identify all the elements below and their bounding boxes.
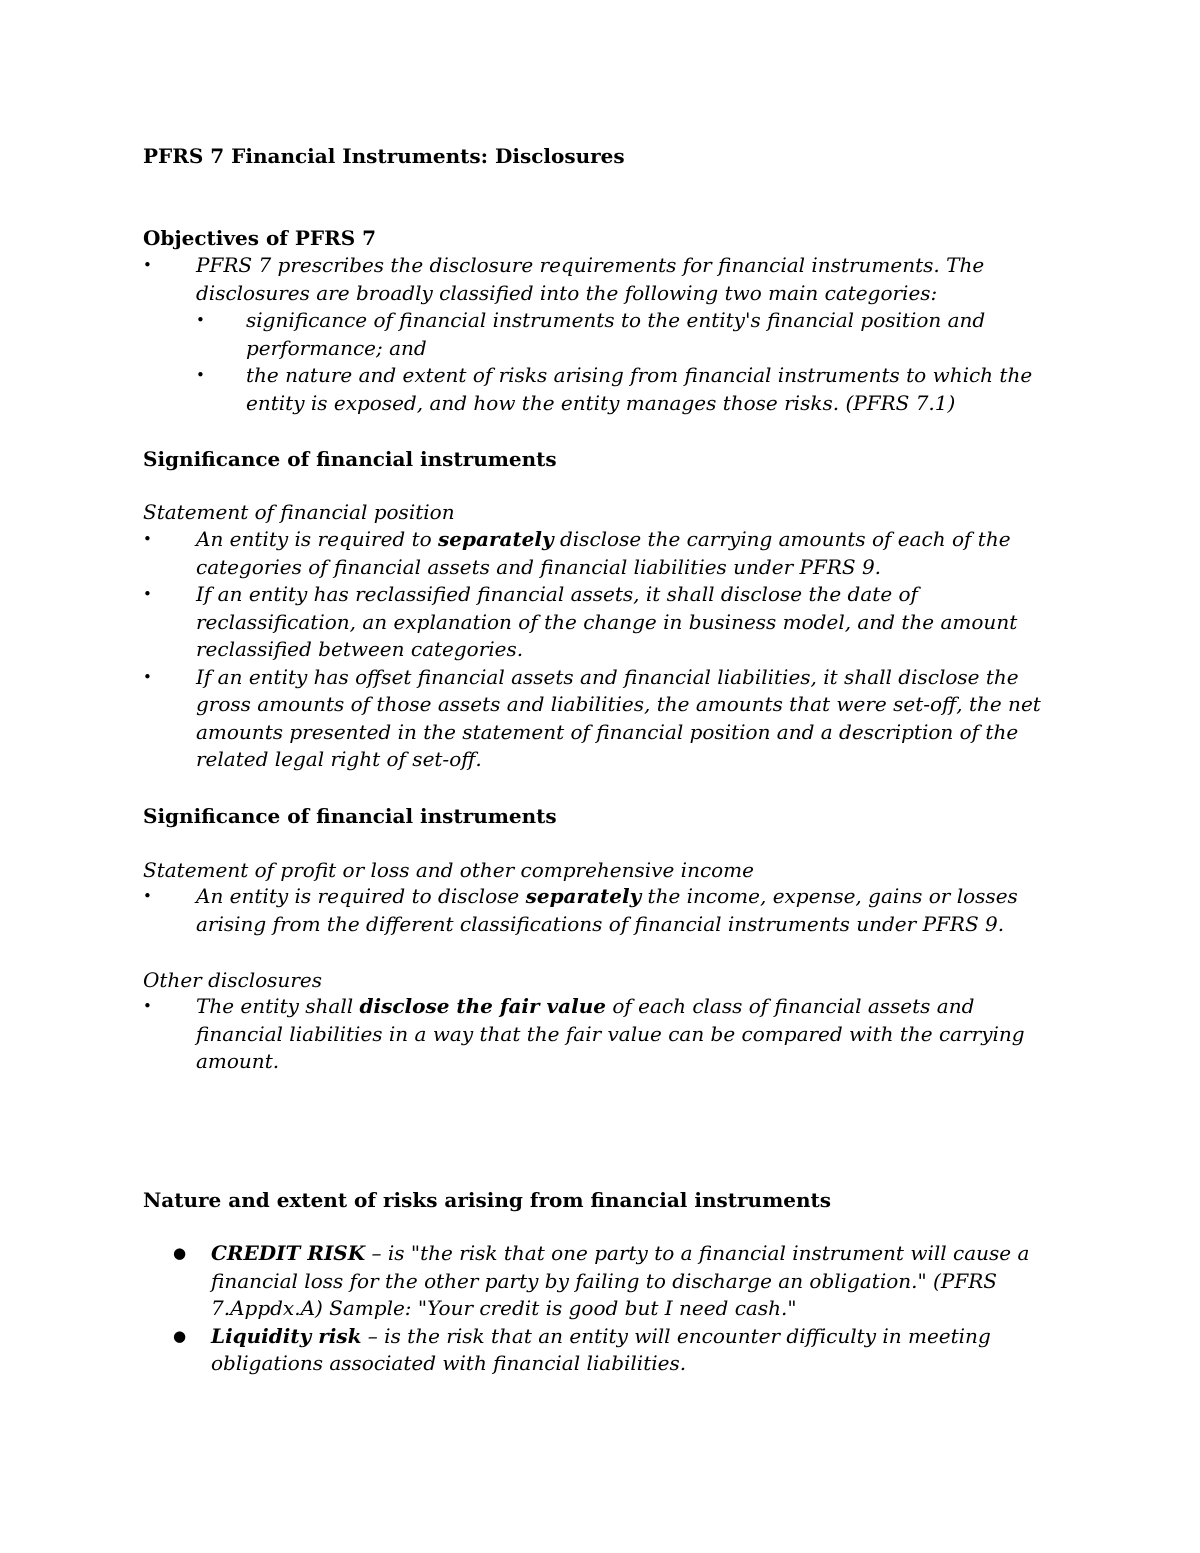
emphasis-text: disclose the fair value: [359, 994, 606, 1018]
objectives-list: [143, 252, 1063, 417]
profit-loss-subheading: Statement of profit or loss and other comprehensive income: [143, 858, 754, 882]
list-item: [143, 1240, 1063, 1323]
financial-position-list: [143, 526, 1063, 774]
text-run: An entity is required to disclose: [196, 884, 526, 908]
other-disclosures-list: [143, 993, 1063, 1076]
text-run: disclose the carrying amounts of each of the categories of financial assets and financial liabilities under PFRS 9.: [196, 527, 1011, 579]
other-disclosures-subheading: Other disclosures: [143, 968, 322, 992]
significance-heading-2: Significance of financial instruments: [143, 804, 557, 828]
text-run: the income, expense, gains or losses arising from the different classifications of financial instruments under PFRS 9.: [196, 884, 1018, 936]
significance-heading-1: Significance of financial instruments: [143, 447, 557, 471]
financial-position-subheading: Statement of financial position: [143, 500, 455, 524]
list-item: • If an entity has offset financial assets and financial liabilities, it shall disclose the gross amounts of those assets and liabilities, the amounts that were set-off, the net amounts presented in the statement of financial position and a description of the related legal right of set-off.: [143, 664, 1063, 774]
list-item: [143, 1323, 1063, 1378]
document-title: PFRS 7 Financial Instruments: Disclosures: [143, 144, 625, 168]
list-item: • significance of financial instruments to the entity's financial position and performance; and: [196, 307, 1063, 362]
list-item: • If an entity has reclassified financial assets, it shall disclose the date of reclassification, an explanation of the change in business model, and the amount reclassified between categories.: [143, 581, 1063, 664]
objectives-heading: Objectives of PFRS 7: [143, 226, 377, 250]
liquidity-risk-term: Liquidity risk: [211, 1323, 362, 1348]
text-run: of each class of financial assets and financial liabilities in a way that the fair value can be compared with the carrying amount.: [196, 994, 1025, 1073]
emphasis-text: separately: [525, 884, 642, 908]
text-run: – is the risk that an entity will encounter difficulty in meeting obligations associated with financial liabilities.: [211, 1323, 991, 1375]
credit-risk-term: CREDIT RISK: [211, 1241, 366, 1265]
list-item: • the nature and extent of risks arising from financial instruments to which the entity is exposed, and how the entity manages those risks. (PFRS 7.1): [196, 362, 1063, 417]
text-run: An entity is required to: [196, 527, 439, 551]
text-run: The entity shall: [196, 994, 360, 1018]
objectives-bullet-text: PFRS 7 prescribes the disclosure requirements for financial instruments. The disclosures are broadly classified into the following two main categories:: [196, 253, 985, 305]
emphasis-text: separately: [438, 527, 554, 551]
risks-list: [143, 1240, 1063, 1378]
list-item: [143, 993, 1063, 1076]
risks-heading: Nature and extent of risks arising from financial instruments: [143, 1188, 831, 1212]
list-item: [143, 252, 1063, 417]
list-item: [143, 526, 1063, 581]
profit-loss-list: [143, 883, 1063, 938]
text-run: – is "the risk that one party to a financial instrument will cause a financial loss for the other party by failing to discharge an obligation." (PFRS 7.Appdx.A) Sample: "Your credit is good but I need cash.": [211, 1241, 1030, 1320]
list-item: [143, 883, 1063, 938]
